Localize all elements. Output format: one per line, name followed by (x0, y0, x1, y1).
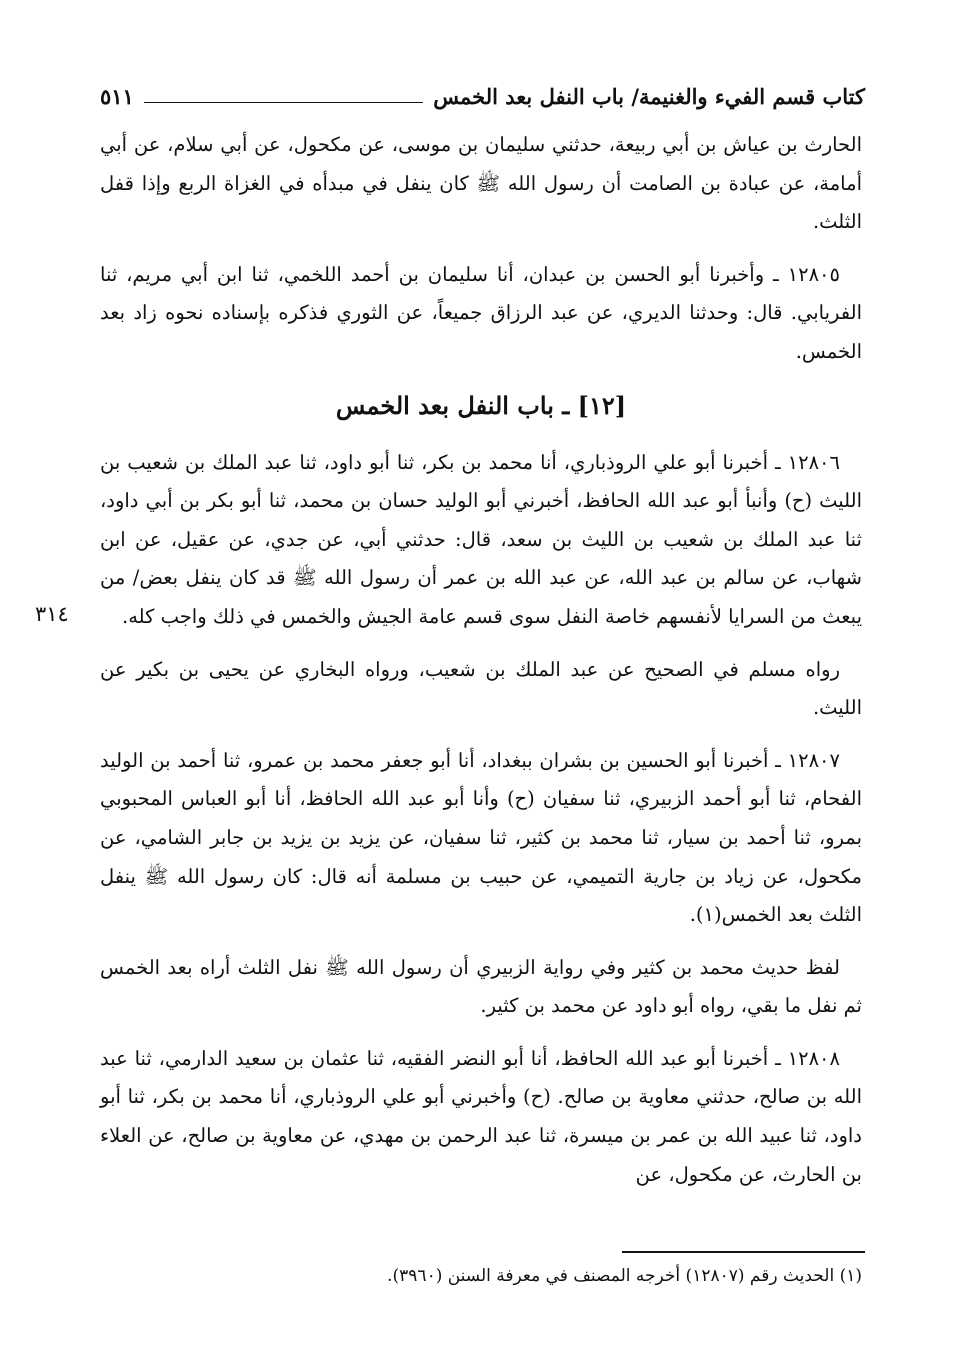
paragraph: الحارث بن عياش بن أبي ربيعة، حدثني سليمان بن موسى، عن مكحول، عن أبي سلام، عن أبي أمامة، عن عبادة بن الصامت أن رسول الله ﷺ كان ينفل في مبدأه في الغزاة الربع وإذا قفل الثلث. (100, 133, 862, 234)
footnote: (١) الحديث رقم (١٢٨٠٧) أخرجه المصنف في معرفة السنن (٣٩٦٠). (387, 1266, 862, 1286)
running-header (100, 76, 865, 116)
header-rule (144, 102, 423, 103)
footnote-separator (622, 1251, 865, 1253)
paragraph: ١٢٨٠٥ ـ وأخبرنا أبو الحسن بن عبدان، أنا سليمان بن أحمد اللخمي، ثنا ابن أبي مريم، ثنا الفريابي. قال: وحدثنا الديري، عن عبد الرزاق جميعاً، عن الثوري فذكره بإسناده نحوه زاد بعد الخمس. (100, 262, 862, 363)
paragraph: ١٢٨٠٨ ـ أخبرنا أبو عبد الله الحافظ، أنا أبو النضر الفقيه، ثنا عثمان بن سعيد الدارمي، ثنا عبد الله بن صالح، حدثني معاوية بن صالح. (ح) وأخبرني أبو علي الروذباري، أنا محمد بن بكر، ثنا أبو داود، ثنا عبيد الله بن عمر بن ميسرة، ثنا عبد الرحمن بن مهدي، عن معاوية بن صالح، عن العلاء بن الحارث، عن مكحول، عن (100, 1046, 862, 1186)
margin-page-reference: ٣١٤ (35, 602, 69, 626)
page-number: ٥١١ (100, 83, 134, 109)
paragraph: ١٢٨٠٦ ـ أخبرنا أبو علي الروذباري، أنا محمد بن بكر، ثنا أبو داود، ثنا عبد الملك بن شعيب بن الليث (ح) وأنبأ أبو عبد الله الحافظ، أخبرني أبو الوليد حسان بن محمد، ثنا أبو بكر بن أبي داود، ثنا عبد الملك بن شعيب بن الليث بن سعد، قال: حدثني أبي، عن جدي، عن عقيل، عن ابن شهاب، عن سالم بن عبد الله، عن عبد الله بن عمر أن رسول الله ﷺ قد كان ينفل بعض/ من يبعث من السرايا لأنفسهم خاصة النفل سوى قسم عامة الجيش والخمس في ذلك واجب كله. (100, 450, 862, 628)
paragraph: لفظ حديث محمد بن كثير وفي رواية الزبيري أن رسول الله ﷺ نفل الثلث أراه بعد الخمس ثم نفل ما بقي، رواه أبو داود عن محمد بن كثير. (100, 955, 862, 1018)
section-heading: [١٢] ـ باب النفل بعد الخمس (335, 390, 627, 420)
paragraph: رواه مسلم في الصحيح عن عبد الملك بن شعيب، ورواه البخاري عن يحيى بن بكير عن الليث. (100, 657, 862, 720)
header-title: كتاب قسم الفيء والغنيمة/ باب النفل بعد الخمس (433, 83, 865, 109)
paragraph: ١٢٨٠٧ ـ أخبرنا أبو الحسين بن بشران ببغداد، أنا أبو جعفر محمد بن عمرو، ثنا أحمد بن الوليد الفحام، ثنا أبو أحمد الزبيري، ثنا سفيان (ح) وأنا أبو عبد الله الحافظ، أنا أبو العباس المحبوبي بمرو، ثنا أحمد بن سيار، ثنا محمد بن كثير، ثنا سفيان، عن يزيد بن يزيد بن جابر الشامي، عن مكحول، عن زياد بن جارية التميمي، عن حبيب بن مسلمة أنه قال: كان رسول الله ﷺ ينفل الثلث بعد الخمس(١). (100, 748, 862, 927)
page-body (100, 126, 862, 1208)
